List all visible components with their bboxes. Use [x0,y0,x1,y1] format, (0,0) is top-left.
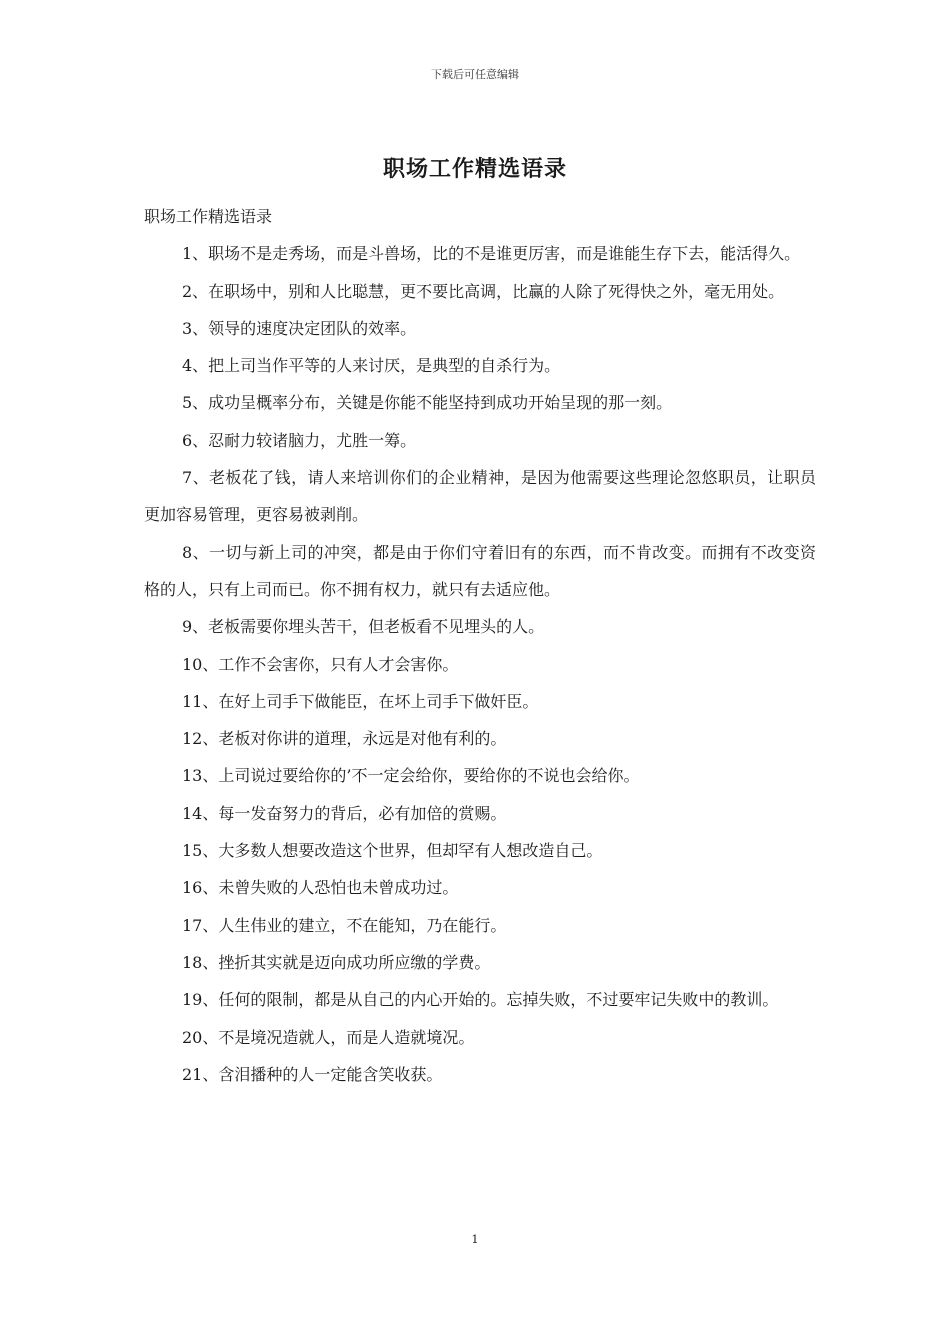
quote-item: 18、挫折其实就是迈向成功所应缴的学费。 [182,952,491,972]
quote-item: 19、任何的限制，都是从自己的内心开始的。忘掉失败，不过要牢记失败中的教训。 [182,990,779,1010]
quote-item: 3、领导的速度决定团队的效率。 [182,318,417,338]
quote-item: 5、成功呈概率分布，关键是你能不能坚持到成功开始呈现的那一刻。 [182,393,673,413]
header-note: 下载后可任意编辑 [431,68,519,81]
document-subtitle: 职场工作精选语录 [144,207,273,226]
quote-item: 6、忍耐力较诸脑力，尤胜一筹。 [182,430,417,450]
page-number: 1 [471,1233,479,1246]
quote-item: 8、一切与新上司的冲突，都是由于你们守着旧有的东西，而不肯改变。而拥有不改变资格的人，只有上司而已。你不拥有权力，就只有去适应他。 [144,542,816,599]
quote-item: 11、在好上司手下做能臣，在坏上司手下做奸臣。 [182,691,539,711]
quote-item: 12、老板对你讲的道理，永远是对他有利的。 [182,729,507,749]
quote-item: 14、每一发奋努力的背后，必有加倍的赏赐。 [182,803,507,823]
quote-item: 4、把上司当作平等的人来讨厌，是典型的自杀行为。 [182,356,561,376]
quote-item: 16、未曾失败的人恐怕也未曾成功过。 [182,878,459,898]
quote-item: 13、上司说过要给你的’不一定会给你，要给你的不说也会给你。 [182,766,640,786]
quote-item: 7、老板花了钱，请人来培训你们的企业精神，是因为他需要这些理论忽悠职员，让职员更加容易管理，更容易被剥削。 [144,468,816,525]
quote-item: 15、大多数人想要改造这个世界，但却罕有人想改造自己。 [182,841,603,861]
quote-item: 17、人生伟业的建立，不在能知，乃在能行。 [182,915,507,935]
quote-item: 20、不是境况造就人，而是人造就境况。 [182,1027,475,1047]
quote-item: 9、老板需要你埋头苦干，但老板看不见埋头的人。 [182,617,545,637]
quote-item: 10、工作不会害你，只有人才会害你。 [182,654,459,674]
document-body [144,198,816,1093]
quote-item: 2、在职场中，别和人比聪慧，更不要比高调，比赢的人除了死得快之外，毫无用处。 [182,281,785,301]
quote-item: 1、职场不是走秀场，而是斗兽场，比的不是谁更厉害，而是谁能生存下去，能活得久。 [182,244,801,264]
document-title: 职场工作精选语录 [382,156,567,182]
quote-item: 21、含泪播种的人一定能含笑收获。 [182,1064,443,1084]
